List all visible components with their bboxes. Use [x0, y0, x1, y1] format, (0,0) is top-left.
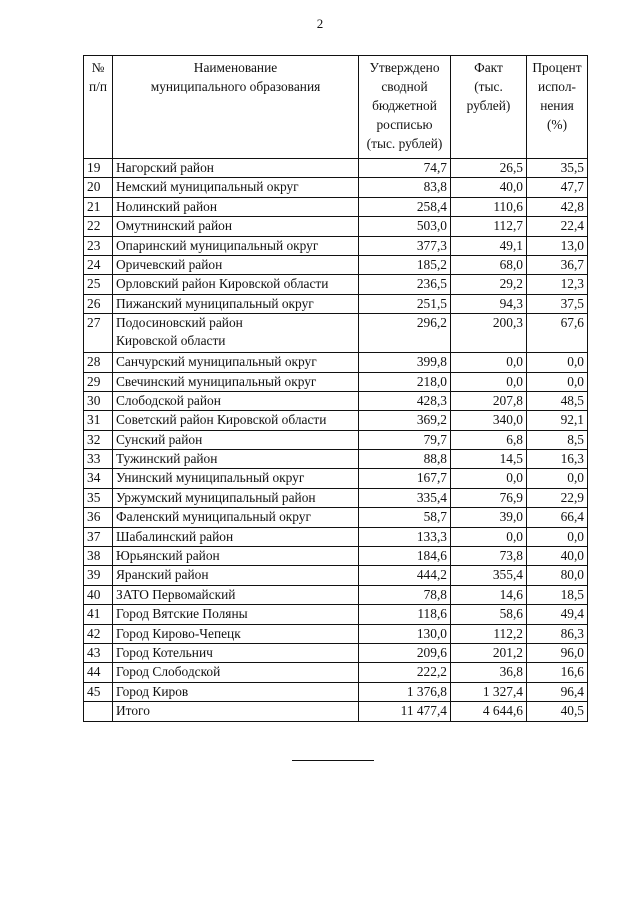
approved-amount-cell: 167,7: [359, 469, 451, 488]
table-row: [84, 566, 588, 585]
text-line: Город Вятские Поляны: [116, 606, 248, 622]
fact-amount-cell: 340,0: [451, 411, 527, 430]
municipality-name-cell: [113, 372, 359, 391]
text-line: Утверждено: [369, 60, 440, 75]
text-line: Процент: [532, 60, 582, 75]
row-number-cell: 19: [84, 159, 113, 178]
fact-amount-cell: 0,0: [451, 353, 527, 372]
fact-amount-cell: 29,2: [451, 275, 527, 294]
text-line: Фаленский муниципальный округ: [116, 509, 311, 525]
row-number-cell: 30: [84, 391, 113, 410]
percent-cell: 12,3: [527, 275, 588, 294]
approved-amount-cell: 88,8: [359, 450, 451, 469]
header-fact: [451, 56, 527, 159]
table-row: [84, 682, 588, 701]
approved-amount-cell: 222,2: [359, 663, 451, 682]
fact-amount-cell: 200,3: [451, 314, 527, 353]
text-line: испол-: [538, 79, 576, 94]
municipality-name-cell: [113, 236, 359, 255]
row-number-cell: 29: [84, 372, 113, 391]
row-number-cell: 26: [84, 294, 113, 313]
table-row: [84, 217, 588, 236]
row-number-cell: 40: [84, 585, 113, 604]
municipality-name-cell: [113, 605, 359, 624]
row-number-cell: 24: [84, 255, 113, 274]
table-row: [84, 469, 588, 488]
header-percent: [527, 56, 588, 159]
approved-amount-cell: 130,0: [359, 624, 451, 643]
table-row: [84, 663, 588, 682]
row-number-cell: 27: [84, 314, 113, 353]
text-line: Советский район Кировской области: [116, 412, 327, 428]
text-line: Город Киров: [116, 683, 189, 699]
text-line: №: [91, 60, 105, 75]
text-line: бюджетной: [372, 98, 437, 113]
approved-amount-cell: 377,3: [359, 236, 451, 255]
row-number-cell: 45: [84, 682, 113, 701]
fact-amount-cell: 36,8: [451, 663, 527, 682]
percent-cell: 13,0: [527, 236, 588, 255]
row-number-cell: 20: [84, 178, 113, 197]
municipality-name-cell: [113, 255, 359, 274]
table-row: [84, 450, 588, 469]
header-num: [84, 56, 113, 159]
text-line: Итого: [116, 703, 150, 719]
approved-amount-cell: 1 376,8: [359, 682, 451, 701]
table-row: [84, 178, 588, 197]
approved-amount-cell: 209,6: [359, 643, 451, 662]
text-line: Город Слободской: [116, 664, 221, 680]
text-line: Город Кирово-Чепецк: [116, 625, 241, 641]
row-number-cell: 37: [84, 527, 113, 546]
row-number-cell: [84, 702, 113, 721]
municipality-name-cell: [113, 197, 359, 216]
approved-amount-cell: 184,6: [359, 547, 451, 566]
municipality-name-cell: [113, 159, 359, 178]
text-line: Сунский район: [116, 431, 203, 447]
text-line: (%): [546, 117, 568, 132]
fact-amount-cell: 73,8: [451, 547, 527, 566]
fact-amount-cell: 4 644,6: [451, 702, 527, 721]
table-body: [84, 159, 588, 722]
approved-amount-cell: 133,3: [359, 527, 451, 546]
approved-amount-cell: 118,6: [359, 605, 451, 624]
text-line: (тыс. рублей): [366, 136, 443, 151]
row-number-cell: 33: [84, 450, 113, 469]
municipality-name-cell: [113, 217, 359, 236]
row-number-cell: 32: [84, 430, 113, 449]
municipality-name-cell: [113, 682, 359, 701]
row-number-cell: 25: [84, 275, 113, 294]
text-line: Нолинский район: [116, 198, 217, 214]
text-line: Шабалинский район: [116, 528, 234, 544]
table-row: [84, 159, 588, 178]
percent-cell: 16,6: [527, 663, 588, 682]
row-number-cell: 31: [84, 411, 113, 430]
text-line: Унинский муниципальный округ: [116, 470, 305, 486]
fact-amount-cell: 112,7: [451, 217, 527, 236]
fact-amount-cell: 0,0: [451, 469, 527, 488]
percent-cell: 40,5: [527, 702, 588, 721]
municipality-name-cell: [113, 411, 359, 430]
table-row: [84, 527, 588, 546]
text-line: п/п: [88, 79, 108, 94]
table-row: [84, 643, 588, 662]
row-number-cell: 42: [84, 624, 113, 643]
fact-amount-cell: 76,9: [451, 488, 527, 507]
table-row: [84, 547, 588, 566]
municipality-name-cell: [113, 430, 359, 449]
approved-amount-cell: 83,8: [359, 178, 451, 197]
fact-amount-cell: 14,5: [451, 450, 527, 469]
page-number: 2: [316, 16, 324, 31]
table-row: [84, 255, 588, 274]
municipality-name-cell: [113, 566, 359, 585]
row-number-cell: 38: [84, 547, 113, 566]
text-line: ЗАТО Первомайский: [116, 586, 236, 602]
municipality-name-cell: [113, 488, 359, 507]
municipality-name-cell: [113, 353, 359, 372]
approved-amount-cell: 503,0: [359, 217, 451, 236]
table-row: [84, 702, 588, 721]
table-row: [84, 314, 588, 353]
percent-cell: 92,1: [527, 411, 588, 430]
municipality-name-cell: [113, 508, 359, 527]
table-row: [84, 353, 588, 372]
fact-amount-cell: 40,0: [451, 178, 527, 197]
approved-amount-cell: 11 477,4: [359, 702, 451, 721]
header-name: [113, 56, 359, 159]
municipality-name-cell: [113, 469, 359, 488]
text-line: Факт: [474, 60, 503, 75]
percent-cell: 37,5: [527, 294, 588, 313]
row-number-cell: 41: [84, 605, 113, 624]
approved-amount-cell: 218,0: [359, 372, 451, 391]
approved-amount-cell: 296,2: [359, 314, 451, 353]
text-line: Пижанский муниципальный округ: [116, 295, 314, 311]
table-row: [84, 624, 588, 643]
row-number-cell: 23: [84, 236, 113, 255]
percent-cell: 66,4: [527, 508, 588, 527]
row-number-cell: 28: [84, 353, 113, 372]
footer-divider: [292, 760, 374, 761]
text-line: Подосиновский район: [116, 315, 243, 331]
text-line: Город Котельнич: [116, 644, 213, 660]
table-header-row: [84, 56, 588, 159]
fact-amount-cell: 110,6: [451, 197, 527, 216]
percent-cell: 40,0: [527, 547, 588, 566]
text-line: Уржумский муниципальный район: [116, 489, 316, 505]
municipality-name-cell: [113, 391, 359, 410]
header-approved: [359, 56, 451, 159]
municipality-name-cell: [113, 547, 359, 566]
approved-amount-cell: 58,7: [359, 508, 451, 527]
municipality-name-cell: [113, 294, 359, 313]
approved-amount-cell: 444,2: [359, 566, 451, 585]
municipality-name-cell: [113, 643, 359, 662]
fact-amount-cell: 1 327,4: [451, 682, 527, 701]
municipality-name-cell: [113, 275, 359, 294]
text-line: нения: [540, 98, 574, 113]
fact-amount-cell: 26,5: [451, 159, 527, 178]
percent-cell: 48,5: [527, 391, 588, 410]
row-number-cell: 34: [84, 469, 113, 488]
approved-amount-cell: 74,7: [359, 159, 451, 178]
percent-cell: 36,7: [527, 255, 588, 274]
percent-cell: 96,0: [527, 643, 588, 662]
municipality-name-cell: [113, 178, 359, 197]
table-row: [84, 236, 588, 255]
text-line: Наименование: [193, 60, 278, 75]
row-number-cell: 44: [84, 663, 113, 682]
approved-amount-cell: 258,4: [359, 197, 451, 216]
table-row: [84, 488, 588, 507]
table-row: [84, 391, 588, 410]
municipality-name-cell: [113, 585, 359, 604]
municipality-name-cell: [113, 663, 359, 682]
table-row: [84, 275, 588, 294]
text-line: Слободской район: [116, 392, 221, 408]
table-row: [84, 585, 588, 604]
text-line: Юрьянский район: [116, 548, 220, 564]
percent-cell: 35,5: [527, 159, 588, 178]
text-line: (тыс.: [474, 79, 503, 94]
approved-amount-cell: 428,3: [359, 391, 451, 410]
municipality-name-cell: [113, 314, 359, 353]
municipality-name-cell: [113, 450, 359, 469]
text-line: Оричевский район: [116, 256, 223, 272]
table-row: [84, 508, 588, 527]
row-number-cell: 21: [84, 197, 113, 216]
approved-amount-cell: 251,5: [359, 294, 451, 313]
approved-amount-cell: 185,2: [359, 255, 451, 274]
municipality-name-cell: [113, 527, 359, 546]
table-row: [84, 197, 588, 216]
percent-cell: 86,3: [527, 624, 588, 643]
fact-amount-cell: 49,1: [451, 236, 527, 255]
approved-amount-cell: 335,4: [359, 488, 451, 507]
fact-amount-cell: 207,8: [451, 391, 527, 410]
fact-amount-cell: 14,6: [451, 585, 527, 604]
percent-cell: 8,5: [527, 430, 588, 449]
municipality-name-cell: [113, 624, 359, 643]
percent-cell: 42,8: [527, 197, 588, 216]
percent-cell: 0,0: [527, 372, 588, 391]
fact-amount-cell: 0,0: [451, 372, 527, 391]
fact-amount-cell: 201,2: [451, 643, 527, 662]
approved-amount-cell: 78,8: [359, 585, 451, 604]
municipality-name-cell: [113, 702, 359, 721]
text-line: Немский муниципальный округ: [116, 179, 299, 195]
text-line: Свечинский муниципальный округ: [116, 373, 317, 389]
budget-execution-table: [83, 55, 588, 722]
fact-amount-cell: 94,3: [451, 294, 527, 313]
table-row: [84, 411, 588, 430]
fact-amount-cell: 39,0: [451, 508, 527, 527]
percent-cell: 96,4: [527, 682, 588, 701]
approved-amount-cell: 79,7: [359, 430, 451, 449]
row-number-cell: 22: [84, 217, 113, 236]
percent-cell: 18,5: [527, 585, 588, 604]
approved-amount-cell: 399,8: [359, 353, 451, 372]
percent-cell: 22,4: [527, 217, 588, 236]
approved-amount-cell: 236,5: [359, 275, 451, 294]
fact-amount-cell: 68,0: [451, 255, 527, 274]
table-row: [84, 430, 588, 449]
table-row: [84, 605, 588, 624]
text-line: росписью: [376, 117, 433, 132]
percent-cell: 0,0: [527, 469, 588, 488]
percent-cell: 16,3: [527, 450, 588, 469]
fact-amount-cell: 0,0: [451, 527, 527, 546]
text-line: рублей): [466, 98, 511, 113]
percent-cell: 47,7: [527, 178, 588, 197]
approved-amount-cell: 369,2: [359, 411, 451, 430]
row-number-cell: 43: [84, 643, 113, 662]
fact-amount-cell: 355,4: [451, 566, 527, 585]
row-number-cell: 36: [84, 508, 113, 527]
text-line: Тужинский район: [116, 451, 218, 467]
percent-cell: 0,0: [527, 353, 588, 372]
percent-cell: 49,4: [527, 605, 588, 624]
row-number-cell: 35: [84, 488, 113, 507]
percent-cell: 0,0: [527, 527, 588, 546]
text-line: Санчурский муниципальный округ: [116, 354, 317, 370]
text-line: Нагорский район: [116, 160, 214, 175]
text-line: Опаринский муниципальный округ: [116, 237, 319, 253]
text-line: сводной: [381, 79, 428, 94]
percent-cell: 22,9: [527, 488, 588, 507]
text-line: Кировской области: [116, 333, 226, 349]
text-line: Омутнинский район: [116, 218, 232, 234]
table-row: [84, 294, 588, 313]
percent-cell: 67,6: [527, 314, 588, 353]
text-line: муниципального образования: [150, 79, 321, 94]
table-row: [84, 372, 588, 391]
text-line: Яранский район: [116, 567, 209, 583]
row-number-cell: 39: [84, 566, 113, 585]
text-line: Орловский район Кировской области: [116, 276, 329, 292]
percent-cell: 80,0: [527, 566, 588, 585]
fact-amount-cell: 112,2: [451, 624, 527, 643]
fact-amount-cell: 58,6: [451, 605, 527, 624]
fact-amount-cell: 6,8: [451, 430, 527, 449]
